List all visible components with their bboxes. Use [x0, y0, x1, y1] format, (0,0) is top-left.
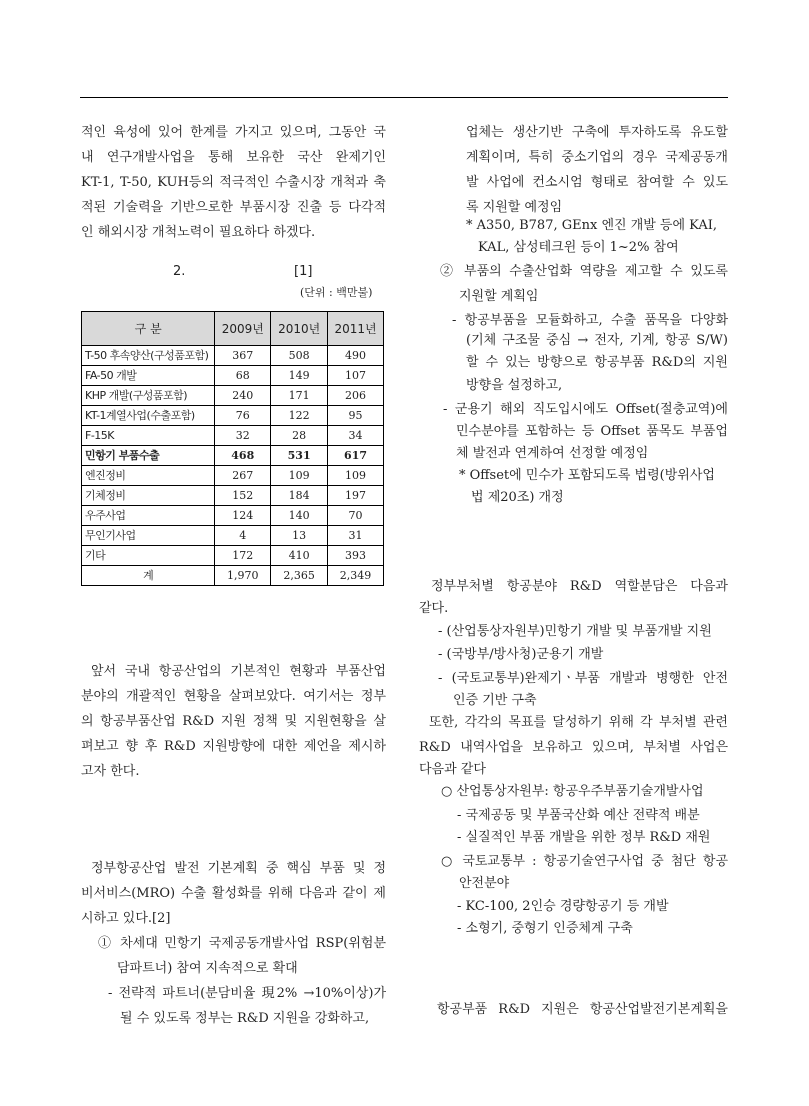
list-item: 체 발전과 연계하여 선정할 예정임 — [456, 446, 649, 461]
paragraph-line: 분야의 개괄적인 현황을 살펴보았다. 여기서는 정부 — [81, 689, 386, 704]
paragraph-line: 계획이며, 특히 중소기업의 경우 국제공동개 — [466, 150, 728, 165]
table-row — [82, 346, 384, 366]
table-row — [82, 386, 384, 406]
paragraph-line: 발 사업에 컨소시엄 형태로 참여할 수 있도 — [466, 175, 728, 190]
paragraph-line: 고자 한다. — [81, 764, 140, 779]
list-item: 인증 기반 구축 — [453, 693, 537, 708]
list-item: ○ 국토교통부 : 항공기술연구사업 중 첨단 항공 — [441, 854, 728, 869]
cell-2009: 267 — [215, 466, 271, 486]
paragraph-line: 시하고 있다.[2] — [81, 911, 171, 926]
paragraph-line: KT-1, T-50, KUH등의 적극적인 수출시장 개척과 축 — [81, 175, 386, 190]
paragraph-line: 앞서 국내 항공산업의 기본적인 현황과 부품산업 — [91, 664, 386, 679]
list-item: 담파트너) 참여 지속적으로 확대 — [117, 961, 298, 976]
row-label: KT-1계열사업(수출포함) — [82, 406, 215, 426]
paragraph-line: 또한, 각각의 목표를 달성하기 위해 각 부처별 관련 — [429, 715, 728, 730]
paragraph-line: 록 지원할 예정임 — [466, 200, 563, 215]
note-line: 법 제20조) 개정 — [471, 490, 564, 505]
note-line: KAL, 삼성테크윈 등이 1~2% 참여 — [478, 240, 679, 255]
note-line: * Offset에 민수가 포함되도록 법령(방위사업 — [459, 468, 715, 483]
table-reference: [1] — [294, 264, 313, 279]
column-header: 구 분 — [82, 312, 215, 346]
row-label: 기타 — [82, 546, 215, 566]
paragraph-line: 다음과 같다 — [419, 762, 486, 777]
column-header: 2009년 — [215, 312, 271, 346]
cell-2011: 490 — [328, 346, 384, 366]
table-unit: (단위 : 백만불) — [300, 286, 373, 299]
paragraph-line: 내 연구개발사업을 통해 보유한 국산 완제기인 — [81, 150, 386, 165]
paragraph-line: 정부항공산업 발전 기본계획 중 핵심 부품 및 정 — [91, 861, 386, 876]
list-item: - 국제공동 및 부품국산화 예산 전략적 배분 — [457, 808, 700, 823]
cell-2010: 28 — [271, 426, 328, 446]
list-item: ① 차세대 민항기 국제공동개발사업 RSP(위험분 — [98, 936, 386, 951]
table-row — [82, 546, 384, 566]
list-item: (기체 구조물 중심 → 전자, 기계, 항공 S/W) — [466, 333, 728, 348]
cell-2009: 1,970 — [215, 566, 271, 586]
header-rule — [80, 97, 728, 98]
table-row — [82, 486, 384, 506]
cell-2010: 508 — [271, 346, 328, 366]
list-item: - 소형기, 중형기 인증체계 구축 — [457, 921, 633, 936]
list-item: 안전분야 — [459, 876, 510, 891]
cell-2011: 95 — [328, 406, 384, 426]
paragraph-line: 적인 육성에 있어 한계를 가지고 있으며, 그동안 국 — [81, 125, 386, 140]
list-item: 지원할 계획임 — [459, 289, 539, 304]
cell-2010: 13 — [271, 526, 328, 546]
paragraph-line: R&D 내역사업을 보유하고 있으며, 부처별 사업은 — [419, 740, 728, 755]
paragraph-line: 정부부처별 항공분야 R&D 역할분담은 다음과 — [431, 579, 728, 594]
cell-2011: 109 — [328, 466, 384, 486]
table-row — [82, 526, 384, 546]
list-item: 될 수 있도록 정부는 R&D 지원을 강화하고, — [120, 1011, 370, 1026]
cell-2011: 31 — [328, 526, 384, 546]
list-item: - 군용기 해외 직도입시에도 Offset(절충교역)에 — [443, 402, 728, 417]
cell-2009: 240 — [215, 386, 271, 406]
row-label: 계 — [82, 566, 215, 586]
cell-2011: 393 — [328, 546, 384, 566]
table-row — [82, 466, 384, 486]
cell-2011: 2,349 — [328, 566, 384, 586]
row-label: F-15K — [82, 426, 215, 446]
list-item: - KC-100, 2인승 경량항공기 등 개발 — [457, 899, 669, 914]
cell-2009: 124 — [215, 506, 271, 526]
cell-2009: 152 — [215, 486, 271, 506]
cell-2009: 32 — [215, 426, 271, 446]
list-item: - (산업통상자원부)민항기 개발 및 부품개발 지원 — [438, 624, 712, 639]
table-header-row — [82, 312, 384, 346]
list-item: ○ 산업통상자원부: 항공우주부품기술개발사업 — [441, 784, 704, 799]
data-table — [81, 311, 384, 586]
list-item: 민수분야를 포함하는 등 Offset 품목도 부품업 — [456, 424, 728, 439]
row-label: 엔진정비 — [82, 466, 215, 486]
table-row — [82, 446, 384, 466]
list-item: - 실질적인 부품 개발을 위한 정부 R&D 재원 — [457, 830, 711, 845]
cell-2009: 367 — [215, 346, 271, 366]
cell-2011: 34 — [328, 426, 384, 446]
cell-2010: 2,365 — [271, 566, 328, 586]
cell-2009: 4 — [215, 526, 271, 546]
paragraph-line: 적된 기술력을 기반으로한 부품시장 진출 등 다각적 — [81, 200, 386, 215]
row-label: 무인기사업 — [82, 526, 215, 546]
table-total-row — [82, 566, 384, 586]
cell-2011: 107 — [328, 366, 384, 386]
list-item: 할 수 있는 방향으로 항공부품 R&D의 지원 — [466, 355, 728, 370]
cell-2010: 171 — [271, 386, 328, 406]
table-row — [82, 406, 384, 426]
row-label: KHP 개발(구성품포함) — [82, 386, 215, 406]
column-header: 2011년 — [328, 312, 384, 346]
paragraph-line: 펴보고 향 후 R&D 지원방향에 대한 제언을 제시하 — [81, 739, 386, 754]
cell-2010: 531 — [271, 446, 328, 466]
cell-2010: 122 — [271, 406, 328, 426]
paragraph-line: 의 항공부품산업 R&D 지원 정책 및 지원현황을 살 — [81, 714, 386, 729]
list-item: - 항공부품을 모듈화하고, 수출 품목을 다양화 — [452, 313, 728, 328]
cell-2010: 140 — [271, 506, 328, 526]
list-item: ② 부품의 수출산업화 역량을 제고할 수 있도록 — [440, 264, 728, 279]
paragraph-line: 인 해외시장 개척노력이 필요하다 하겠다. — [81, 225, 316, 240]
cell-2009: 468 — [215, 446, 271, 466]
cell-2009: 172 — [215, 546, 271, 566]
row-label: T-50 후속양산(구성품포함) — [82, 346, 215, 366]
table-number: 2. — [173, 264, 186, 279]
list-item: 방향을 설정하고, — [466, 378, 563, 393]
cell-2011: 197 — [328, 486, 384, 506]
row-label: FA-50 개발 — [82, 366, 215, 386]
row-label: 민항기 부품수출 — [82, 446, 215, 466]
cell-2011: 70 — [328, 506, 384, 526]
list-item: - (국방부/방사청)군용기 개발 — [438, 647, 604, 662]
cell-2011: 206 — [328, 386, 384, 406]
table-row — [82, 366, 384, 386]
cell-2010: 410 — [271, 546, 328, 566]
row-label: 기체정비 — [82, 486, 215, 506]
paragraph-line: 업체는 생산기반 구축에 투자하도록 유도할 — [466, 125, 728, 140]
list-item: - 전략적 파트너(분담비율 現2% →10%이상)가 — [108, 986, 386, 1001]
column-header: 2010년 — [271, 312, 328, 346]
cell-2010: 109 — [271, 466, 328, 486]
cell-2009: 76 — [215, 406, 271, 426]
list-item: - (국토교통부)완제기ㆍ부품 개발과 병행한 안전 — [438, 671, 728, 686]
cell-2010: 184 — [271, 486, 328, 506]
paragraph-line: 같다. — [419, 601, 449, 616]
row-label: 우주사업 — [82, 506, 215, 526]
paragraph-line: 비서비스(MRO) 수출 활성화를 위해 다음과 같이 제 — [81, 886, 386, 901]
table-row — [82, 426, 384, 446]
table-row — [82, 506, 384, 526]
cell-2010: 149 — [271, 366, 328, 386]
paragraph-line: 항공부품 R&D 지원은 항공산업발전기본계획을 — [437, 1002, 728, 1017]
cell-2011: 617 — [328, 446, 384, 466]
cell-2009: 68 — [215, 366, 271, 386]
note-line: * A350, B787, GEnx 엔진 개발 등에 KAI, — [466, 218, 718, 233]
